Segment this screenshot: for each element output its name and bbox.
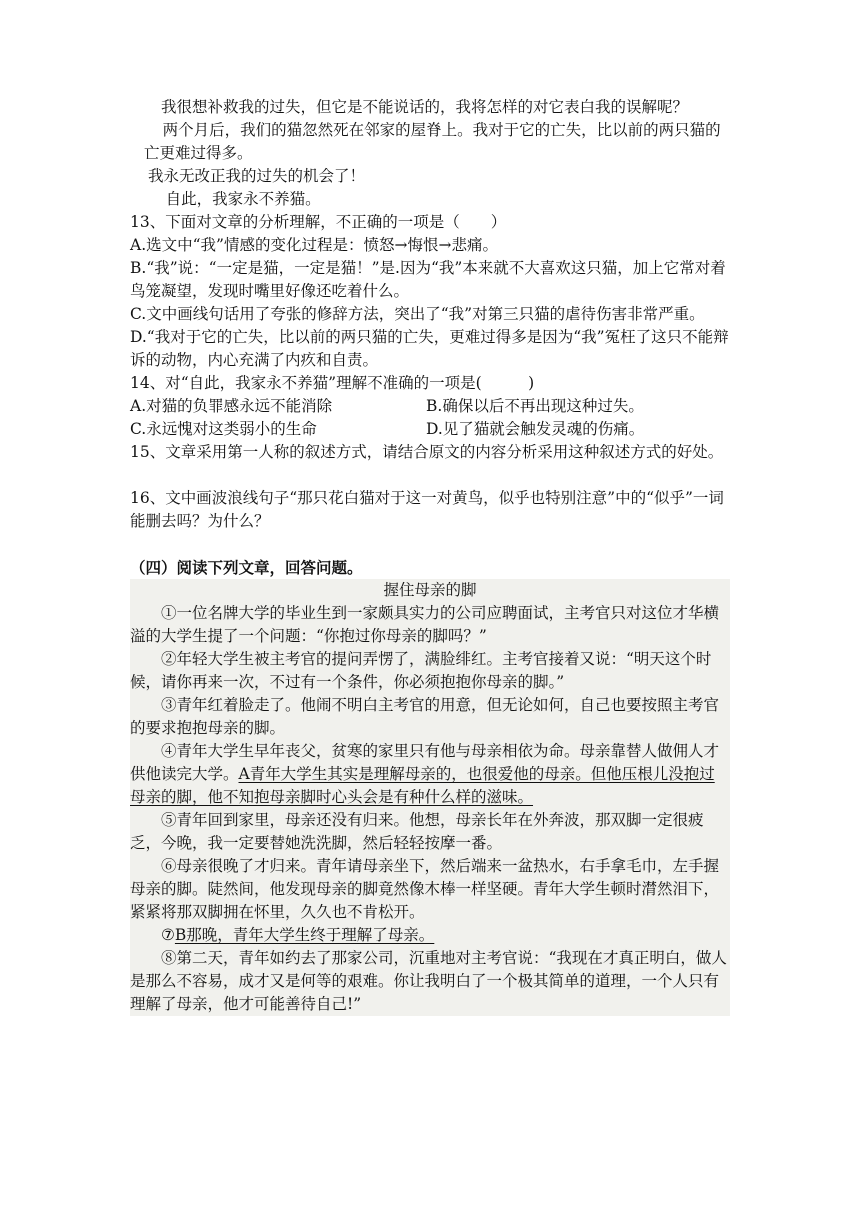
paragraph-4-lead: ④青年大学生早年丧父，贫寒的家里只有他与母亲相依为命。母亲靠替人做佣人才供他读完大学。	[130, 742, 720, 783]
passage-paragraph-1: ①一位名牌大学的毕业生到一家颇具实力的公司应聘面试，主考官只对这位才华横溢的大学生提了一个问题：“你抱过你母亲的脚吗？”	[130, 604, 720, 645]
story-paragraph: 我永无改正我的过失的机会了！	[148, 167, 366, 185]
question-14-option-b: B.确保以后不再出现这种过失。	[426, 397, 644, 415]
passage-paragraph-5: ⑤青年回到家里，母亲还没有归来。他想，母亲长年在外奔波，那双脚一定很疲乏，今晚，我一定要替她洗洗脚，然后轻轻按摩一番。	[130, 811, 704, 852]
story-paragraph: 两个月后，我们的猫忽然死在邻家的屋脊上。我对于它的亡失，比以前的两只猫的亡更难过得多。	[144, 121, 721, 162]
answer-space	[130, 533, 730, 556]
passage-paragraph-4	[130, 740, 730, 809]
story-paragraph: 自此，我家永不养猫。	[165, 190, 321, 208]
passage-paragraph-3: ③青年红着脸走了。他闹不明白主考官的用意，但无论如何，自己也要按照主考官的要求抱抱母亲的脚。	[130, 696, 720, 737]
passage-paragraph-2: ②年轻大学生被主考官的提问弄愣了，满脸绯红。主考官接着又说：“明天这个时候，请你再来一次，不过有一个条件，你必须抱抱你母亲的脚。”	[130, 650, 712, 691]
answer-space	[130, 464, 730, 487]
question-14-options-row-2	[130, 418, 730, 441]
question-16: 16、文中画波浪线句子“那只花白猫对于这一对黄鸟，似乎也特别注意”中的“似乎”一词能删去吗？为什么？	[130, 489, 724, 530]
section-heading: （四）阅读下列文章，回答问题。	[130, 558, 363, 577]
story-paragraph: 我很想补救我的过失，但它是不能说话的，我将怎样的对它表白我的误解呢？	[161, 98, 689, 116]
document-page	[130, 96, 730, 1016]
question-13-option-c: C.文中画线句话用了夸张的修辞方法，突出了“我”对第三只猫的虐待伤害非常严重。	[130, 305, 705, 323]
underlined-sentence-a: A青年大学生其实是理解母亲的，也很爱他的母亲。但他压根儿没抱过母亲的脚，他不知抱母亲脚时心头会是有种什么样的滋味。	[130, 765, 715, 806]
reading-passage	[130, 579, 730, 1016]
passage-paragraph-6: ⑥母亲很晚了才归来。青年请母亲坐下，然后端来一盆热水，右手拿毛巾，左手握母亲的脚。陡然间，他发现母亲的脚竟然像木棒一样坚硬。青年大学生顿时潸然泪下，紧紧将那双脚拥在怀里，久久也不肯松开。	[130, 857, 720, 921]
question-13-option-a: A.选文中“我”情感的变化过程是：愤怒→悔恨→悲痛。	[130, 236, 498, 254]
question-14-stem: 14、对“自此，我家永不养猫”理解不准确的一项是( )	[130, 374, 535, 392]
paragraph-number: ⑦	[161, 926, 175, 944]
passage-paragraph-7	[130, 924, 730, 947]
question-14-option-a: A.对猫的负罪感永远不能消除	[130, 397, 333, 415]
question-14-options-row-1	[130, 395, 730, 418]
question-15: 15、文章采用第一人称的叙述方式，请结合原文的内容分析采用这种叙述方式的好处。	[130, 443, 724, 461]
question-13-stem: 13、下面对文章的分析理解，不正确的一项是（ ）	[130, 213, 507, 231]
underlined-sentence-b: B那晚，青年大学生终于理解了母亲。	[174, 926, 435, 944]
question-14-option-d: D.见了猫就会触发灵魂的伤痛。	[426, 420, 645, 438]
passage-paragraph-8: ⑧第二天，青年如约去了那家公司，沉重地对主考官说：“我现在才真正明白，做人是那么不容易，成才又是何等的艰难。你让我明白了一个极其简单的道理，一个人只有理解了母亲，他才可能善待自己!”	[130, 949, 727, 1013]
question-13-option-d: D.“我对于它的亡失，比以前的两只猫的亡失，更难过得多是因为“我”冤枉了这只不能辩诉的动物，内心充满了内疚和自责。	[130, 328, 729, 369]
passage-title: 握住母亲的脚	[383, 581, 477, 599]
question-14-option-c: C.永远愧对这类弱小的生命	[130, 420, 317, 438]
question-13-option-b: B.“我”说：“一定是猫，一定是猫！”是.因为“我”本来就不大喜欢这只猫，加上它常对着鸟笼凝望，发现时嘴里好像还吃着什么。	[130, 259, 726, 300]
